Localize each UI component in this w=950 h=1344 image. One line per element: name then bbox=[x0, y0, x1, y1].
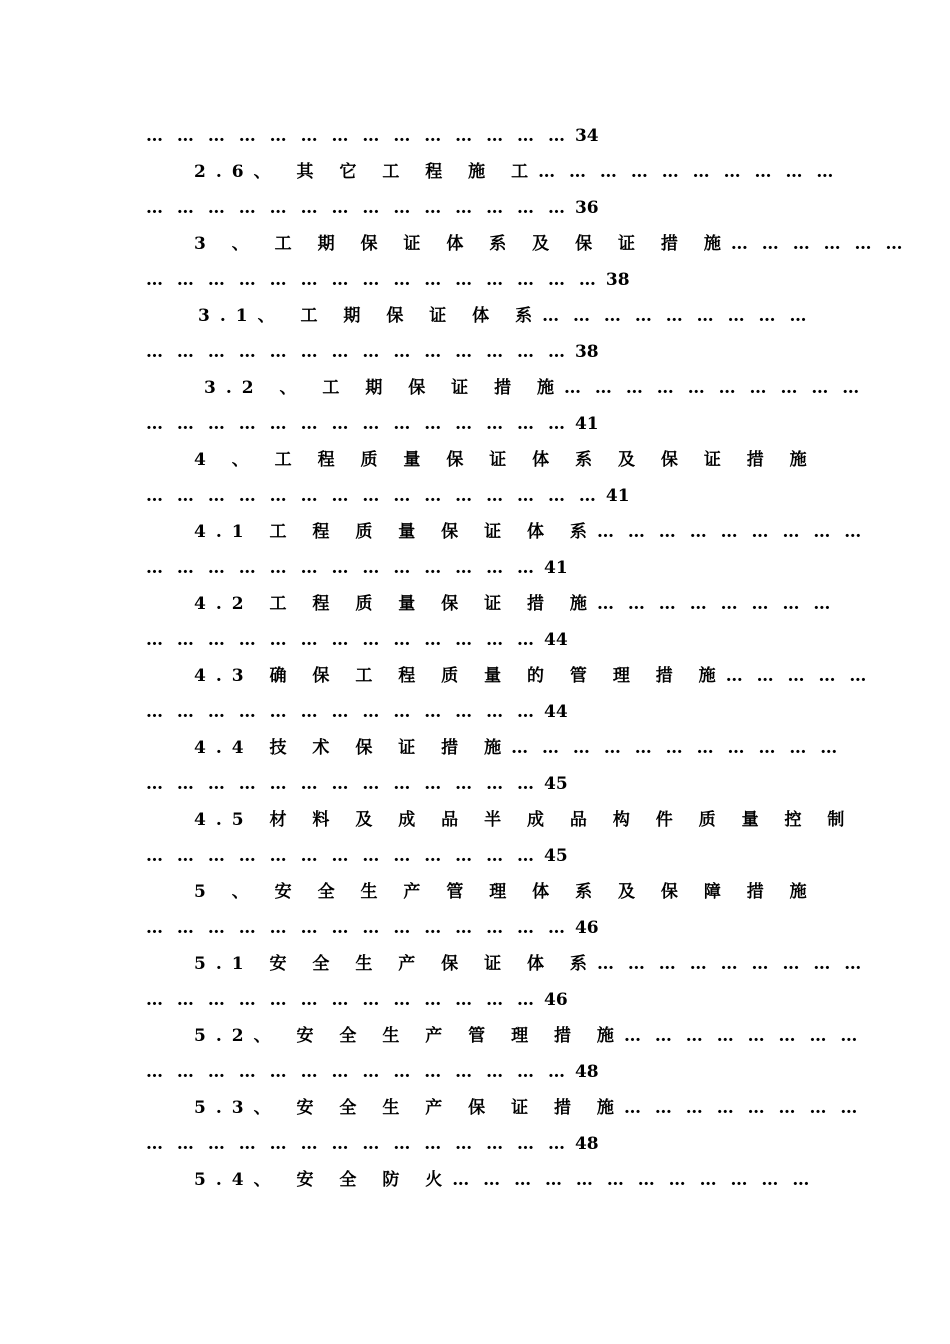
toc-page-number: 38 bbox=[605, 270, 630, 290]
toc-entry-title: 5.2、 安 全 生 产 管 理 措 施 bbox=[194, 1026, 624, 1046]
toc-leader-dots: … … … … … … … … … … … … … bbox=[146, 774, 539, 794]
toc-leader-dots: … … … … … … … … … … … … … … bbox=[146, 1062, 569, 1082]
toc-page-number: 41 bbox=[605, 486, 630, 506]
toc-leader-dots: … … … … … … … … … … … … … … bbox=[146, 918, 569, 938]
toc-leader-dots: … … … … … … … … … … … … … … bbox=[146, 414, 569, 434]
toc-entry-continuation bbox=[146, 1126, 798, 1162]
toc-leader-dots: … … … … … … … … … … … … … … … bbox=[146, 270, 600, 290]
toc-entry-continuation bbox=[146, 118, 798, 154]
toc-leader-dots: … … … … … … … … … … … … … … bbox=[146, 342, 569, 362]
toc-leader-dots: … … … … … … … … … … … … … … bbox=[146, 198, 569, 218]
toc-leader-dots: … … … … … … … … … … … … … … … bbox=[146, 486, 600, 506]
toc-leader-dots: … … … … … … … … … … … … bbox=[452, 1170, 814, 1190]
toc-entry-title: 4.2 工 程 质 量 保 证 措 施 bbox=[194, 594, 597, 614]
toc-entry-continuation bbox=[146, 694, 798, 730]
toc-page-number: 44 bbox=[544, 702, 568, 722]
toc-entry-continuation bbox=[146, 550, 798, 586]
toc-entry-continuation bbox=[146, 766, 798, 802]
toc-page-number: 48 bbox=[574, 1134, 599, 1154]
toc-leader-dots: … … … … … … … … … … … bbox=[511, 738, 842, 758]
toc-leader-dots: … … … … … … … … bbox=[623, 1098, 862, 1118]
toc-entry-title: 5.3、 安 全 生 产 保 证 措 施 bbox=[194, 1098, 624, 1118]
toc-entry bbox=[146, 154, 838, 190]
toc-entry-title: 3 、 工 期 保 证 体 系 及 保 证 措 施 bbox=[194, 234, 731, 254]
toc-entry-title: 3.2 、 工 期 保 证 措 施 bbox=[204, 378, 565, 398]
toc-leader-dots: … … … … … … bbox=[730, 234, 907, 254]
toc-page-number: 38 bbox=[574, 342, 599, 362]
toc-entry-continuation bbox=[146, 1054, 798, 1090]
toc-entry-title: 3.1、 工 期 保 证 体 系 bbox=[198, 306, 543, 326]
toc-leader-dots: … … … … … … … … … bbox=[542, 306, 811, 326]
toc-leader-dots: … … … … … … … … … … … … … bbox=[146, 846, 539, 866]
toc-entry bbox=[146, 874, 817, 910]
toc-page-number: 44 bbox=[544, 630, 568, 650]
toc-entry bbox=[146, 442, 817, 478]
toc-entry bbox=[146, 802, 855, 838]
toc-leader-dots: … … … … … … … … bbox=[623, 1026, 862, 1046]
toc-page-number: 36 bbox=[574, 198, 599, 218]
toc-leader-dots: … … … … … … … … … … … … … bbox=[146, 990, 539, 1010]
toc-entry-title: 5.4、 安 全 防 火 bbox=[194, 1170, 453, 1190]
toc-leader-dots: … … … … … … … … … … … … … bbox=[146, 558, 539, 578]
toc-entry bbox=[146, 1018, 862, 1054]
toc-leader-dots: … … … … … … … … … … bbox=[538, 162, 838, 182]
toc-entry-title: 4.4 技 术 保 证 措 施 bbox=[194, 738, 512, 758]
toc-entry bbox=[146, 1162, 814, 1198]
toc-leader-dots: … … … … … … … … … bbox=[596, 954, 866, 974]
toc-entry-continuation bbox=[146, 334, 798, 370]
toc-entry-continuation bbox=[146, 478, 798, 514]
toc-entry-title: 4.3 确 保 工 程 质 量 的 管 理 措 施 bbox=[194, 666, 726, 686]
toc-entry-continuation bbox=[146, 406, 798, 442]
toc-leader-dots: … … … … … … … … … … bbox=[564, 378, 864, 398]
toc-entry-title: 4.1 工 程 质 量 保 证 体 系 bbox=[194, 522, 597, 542]
toc-entry bbox=[146, 586, 835, 622]
toc-page-number: 45 bbox=[544, 774, 568, 794]
toc-page-number: 46 bbox=[574, 918, 599, 938]
toc-leader-dots: … … … … … … … … … … … … … … bbox=[146, 1134, 569, 1154]
toc-entry-continuation bbox=[146, 838, 798, 874]
toc-entry-continuation bbox=[146, 262, 798, 298]
toc-entry-title: 2.6、 其 它 工 程 施 工 bbox=[194, 162, 539, 182]
toc-leader-dots: … … … … … … … … … bbox=[596, 522, 866, 542]
toc-entry bbox=[146, 226, 907, 262]
toc-entry bbox=[146, 370, 864, 406]
toc-entry bbox=[146, 1090, 862, 1126]
toc-entry bbox=[146, 946, 866, 982]
toc-entry bbox=[146, 298, 811, 334]
toc-page-number: 41 bbox=[544, 558, 568, 578]
toc-entry-continuation bbox=[146, 622, 798, 658]
toc-entry bbox=[146, 514, 866, 550]
toc-page-number: 48 bbox=[574, 1062, 599, 1082]
toc-page-number: 46 bbox=[544, 990, 568, 1010]
toc-entry-title: 5 、 安 全 生 产 管 理 体 系 及 保 障 措 施 bbox=[194, 882, 817, 902]
toc-page-number: 45 bbox=[544, 846, 568, 866]
toc-entry-continuation bbox=[146, 190, 798, 226]
toc-entry bbox=[146, 730, 842, 766]
toc-leader-dots: … … … … … … … … … … … … … bbox=[146, 630, 539, 650]
toc-leader-dots: … … … … … … … … … … … … … … bbox=[146, 126, 569, 146]
toc-page-number: 41 bbox=[574, 414, 599, 434]
toc-leader-dots: … … … … … … … … bbox=[596, 594, 835, 614]
toc-entry-continuation bbox=[146, 910, 798, 946]
toc-entry bbox=[146, 658, 871, 694]
toc-leader-dots: … … … … … … … … … … … … … bbox=[146, 702, 539, 722]
toc-entry-continuation bbox=[146, 982, 798, 1018]
table-of-contents bbox=[146, 118, 907, 1198]
toc-page-number: 34 bbox=[574, 126, 599, 146]
toc-entry-title: 4.5 材 料 及 成 品 半 成 品 构 件 质 量 控 制 bbox=[194, 810, 855, 830]
toc-entry-title: 5.1 安 全 生 产 保 证 体 系 bbox=[194, 954, 597, 974]
toc-entry-title: 4 、 工 程 质 量 保 证 体 系 及 保 证 措 施 bbox=[194, 450, 817, 470]
toc-leader-dots: … … … … … bbox=[725, 666, 871, 686]
